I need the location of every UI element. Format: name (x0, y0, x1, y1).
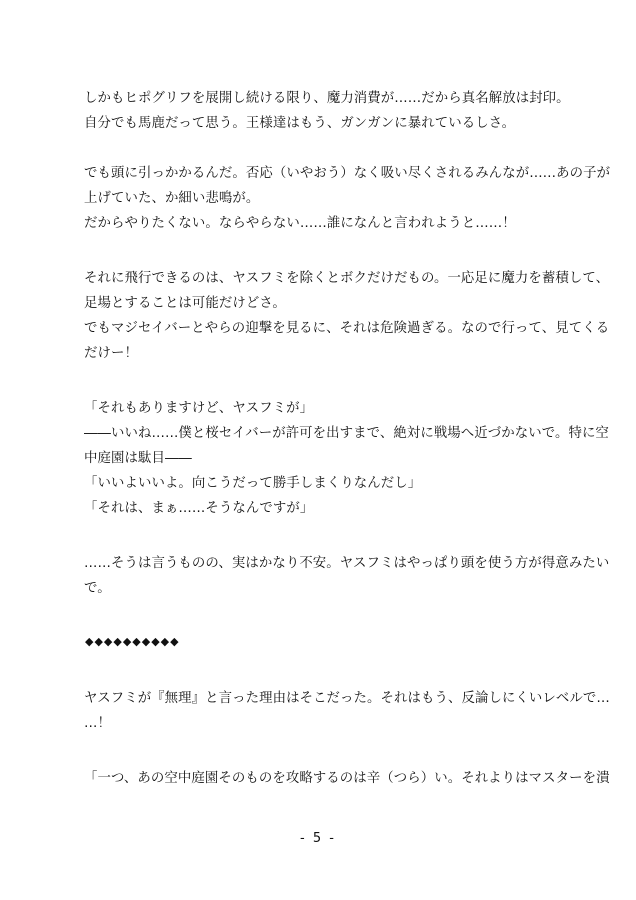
body-text-line: 足場とすることは可能だけどさ。 (84, 296, 286, 311)
body-text-line: で。 (84, 581, 111, 596)
body-text-line: 自分でも馬鹿だって思う。王様達はもう、ガンガンに暴れているしさ。 (84, 116, 516, 131)
body-text-line: ――いいね……僕と桜セイバーが許可を出すまで、絶対に戦場へ近づかないで。特に空 (84, 426, 609, 441)
body-text-line: それに飛行できるのは、ヤスフミを除くとボクだけだもの。一応足に魔力を蓄積して、 (84, 271, 610, 286)
body-text-line: 上げていた、か細い悲鳴が。 (84, 191, 260, 206)
page-number: - 5 - (300, 831, 336, 846)
body-text-line: …！ (84, 716, 111, 731)
body-text-line: 中庭園は駄目―― (84, 451, 192, 466)
dialogue-line: 「それは、まぁ……そうなんですが」 (84, 501, 314, 516)
dialogue-line: 「それもありますけど、ヤスフミが」 (84, 401, 314, 416)
body-text-line: だけー！ (84, 346, 138, 361)
body-text-line: でも頭に引っかかるんだ。否応（いやおう）なく吸い尽くされるみんなが……あの子が (84, 166, 611, 181)
body-text-line: だからやりたくない。ならやらない……誰になんと言われようと……！ (84, 216, 516, 231)
body-text-line: ……そうは言うものの、実はかなり不安。ヤスフミはやっぱり頭を使う方が得意みたい (84, 556, 610, 571)
body-text-line: でもマジセイバーとやらの迎撃を見るに、それは危険過ぎる。なので行って、見てくる (84, 321, 610, 336)
body-text-line: しかもヒポグリフを展開し続ける限り、魔力消費が……だから真名解放は封印。 (84, 91, 570, 106)
dialogue-line: 「いいよいいよ。向こうだって勝手しまくりなんだし」 (84, 476, 422, 491)
body-text-line: ヤスフミが『無理』と言った理由はそこだった。それはもう、反論しにくいレベルで… (84, 691, 610, 706)
scene-break-divider: ◆◆◆◆◆◆◆◆◆◆ (85, 635, 180, 648)
dialogue-line: 「一つ、あの空中庭園そのものを攻略するのは辛（つら）い。それよりはマスターを潰 (84, 771, 610, 786)
